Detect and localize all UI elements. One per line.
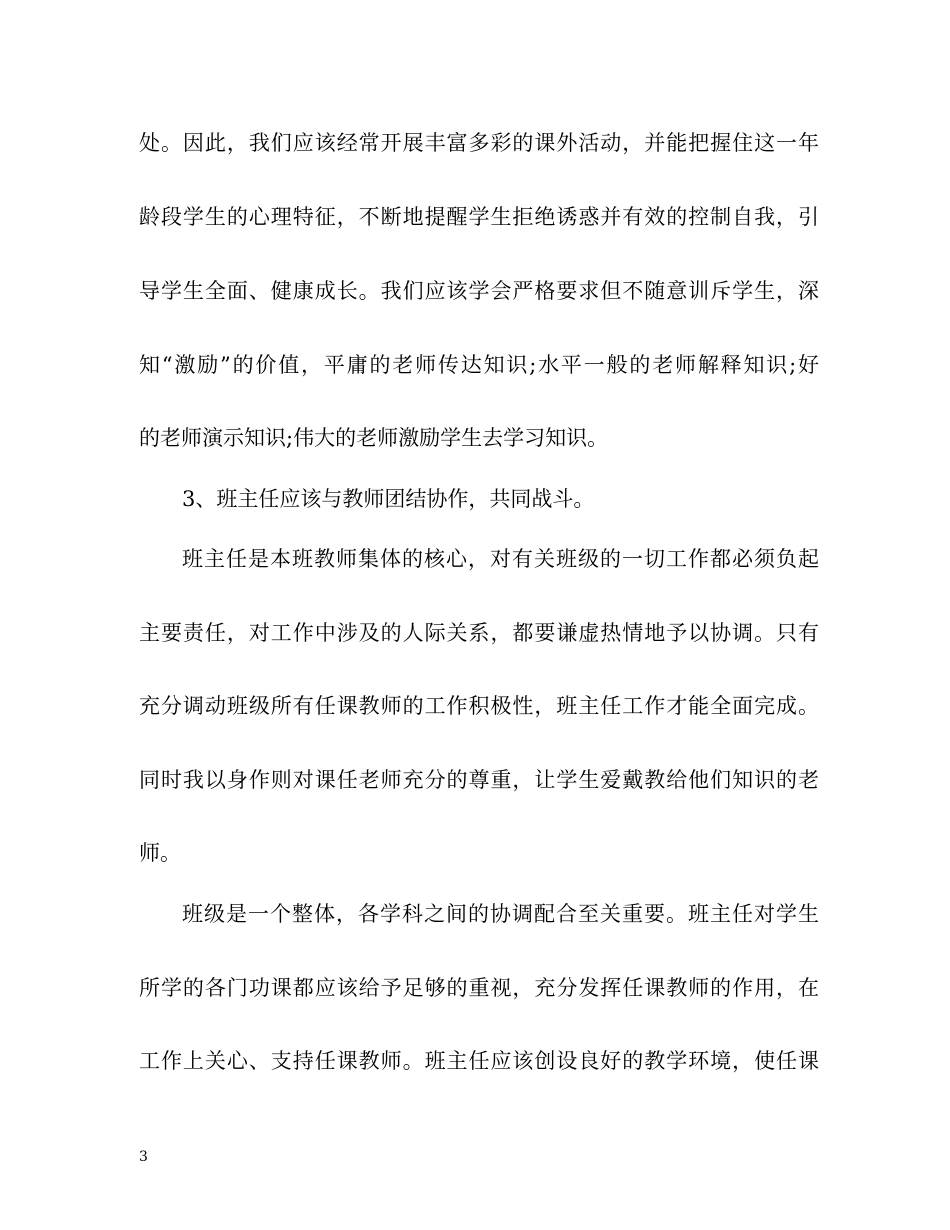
text-line: 龄段学生的心理特征，不断地提醒学生拒绝诱惑并有效的控制自我，引: [139, 205, 819, 229]
text-line: 处。因此，我们应该经常开展丰富多彩的课外活动，并能把握住这一年: [139, 131, 819, 155]
text-line: 同时我以身作则对课任老师充分的尊重，让学生爱戴教给他们知识的老: [139, 768, 819, 792]
page-number: 3: [139, 1149, 148, 1165]
text-line: 的老师演示知识;伟大的老师激励学生去学习知识。: [139, 426, 609, 450]
text-line: 师。: [139, 841, 181, 865]
text-line: 充分调动班级所有任课教师的工作积极性，班主任工作才能全面完成。: [139, 694, 819, 718]
text-line: 班级是一个整体，各学科之间的协调配合至关重要。班主任对学生: [182, 902, 819, 926]
text-line: 班主任是本班教师集体的核心，对有关班级的一切工作都必须负起: [182, 547, 819, 571]
text-line: 工作上关心、支持任课教师。班主任应该创设良好的教学环境，使任课: [139, 1049, 819, 1073]
section-heading: 3、班主任应该与教师团结协作，共同战斗。: [182, 487, 595, 511]
text-line: 主要责任，对工作中涉及的人际关系，都要谦虚热情地予以协调。只有: [139, 621, 819, 645]
text-line: 导学生全面、健康成长。我们应该学会严格要求但不随意训斥学生，深: [139, 279, 819, 303]
text-line: 所学的各门功课都应该给予足够的重视，充分发挥任课教师的作用，在: [139, 976, 819, 1000]
text-line: 知“激励”的价值，平庸的老师传达知识;水平一般的老师解释知识;好: [139, 353, 819, 377]
